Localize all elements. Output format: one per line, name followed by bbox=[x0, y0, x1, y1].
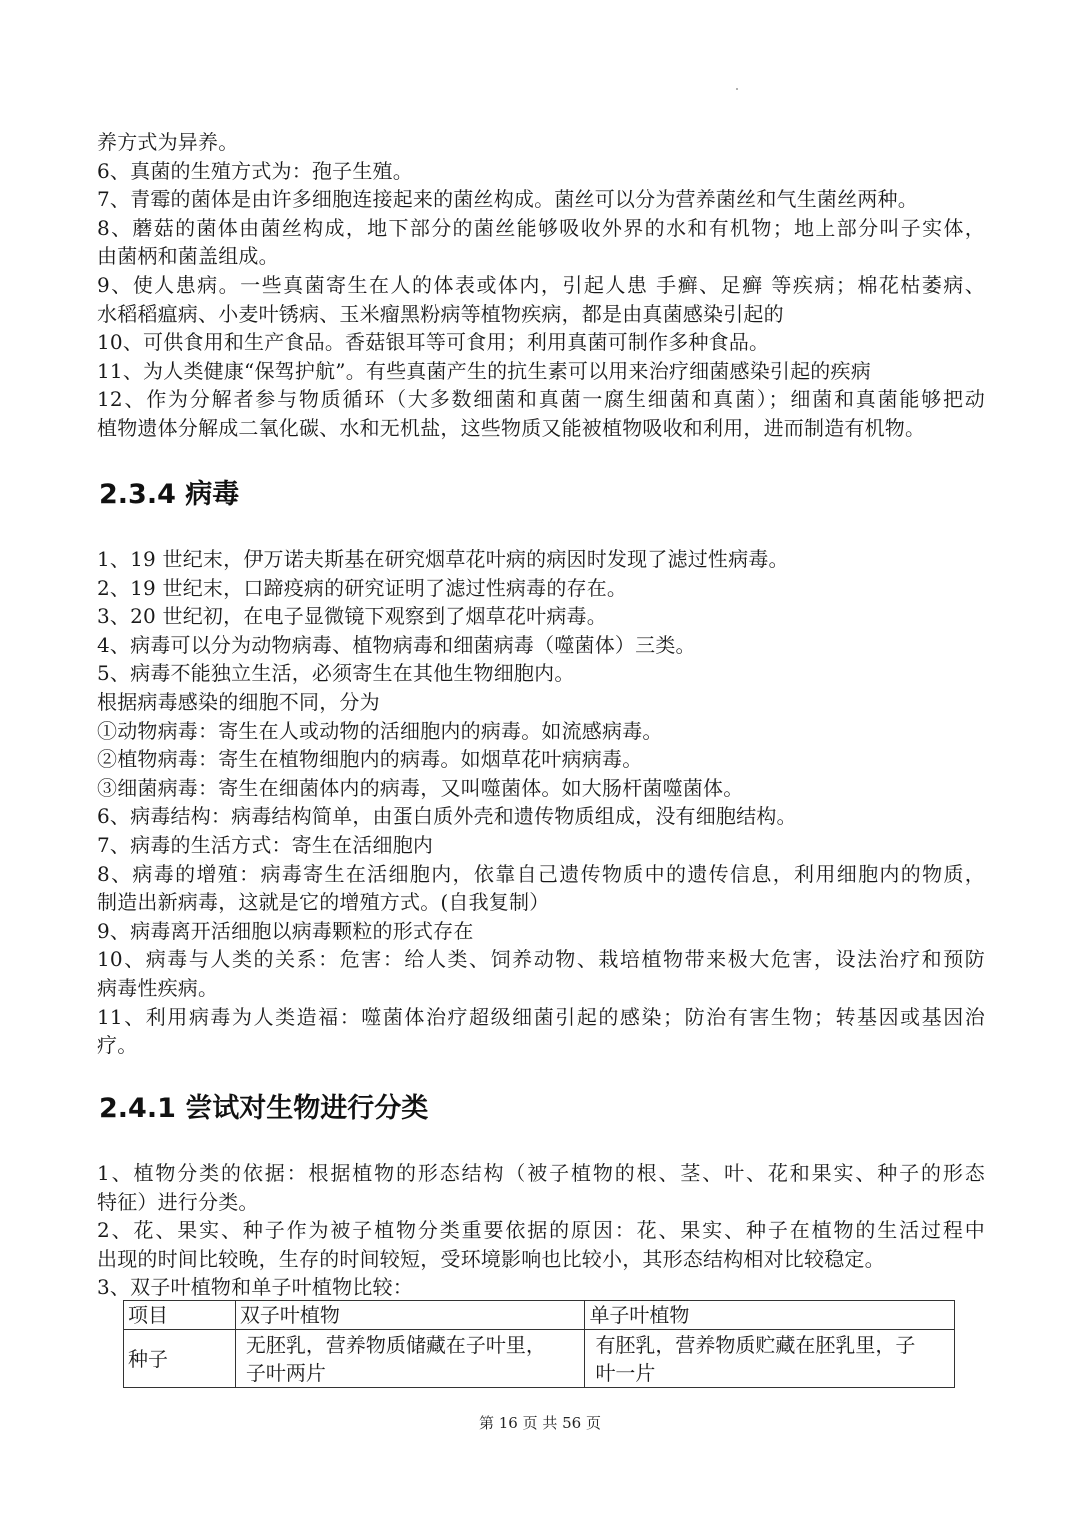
paragraph-line: 2、19 世纪末，口蹄疫病的研究证明了滤过性病毒的存在。 bbox=[97, 575, 628, 600]
cell-line: 子叶两片 bbox=[245, 1360, 326, 1385]
paragraph-line: 7、青霉的菌体是由许多细胞连接起来的菌丝构成。菌丝可以分为营养菌丝和气生菌丝两种。 bbox=[97, 187, 918, 212]
paragraph-line: 6、真菌的生殖方式为：孢子生殖。 bbox=[97, 158, 413, 183]
virus-section bbox=[97, 545, 985, 1060]
paragraph-line: 出现的时间比较晚，生存的时间较短，受环境影响也比较小，其形态结构相对比较稳定。 bbox=[97, 1246, 885, 1271]
fungi-section bbox=[97, 128, 985, 443]
paragraph-line: 5、病毒不能独立生活，必须寄生在其他生物细胞内。 bbox=[97, 661, 575, 686]
classify-section bbox=[97, 1159, 985, 1302]
table-header-cell: 双子叶植物 bbox=[235, 1301, 585, 1330]
paragraph-line: 7、病毒的生活方式：寄生在活细胞内 bbox=[97, 832, 434, 857]
paragraph-line: 6、病毒结构：病毒结构简单，由蛋白质外壳和遗传物质组成，没有细胞结构。 bbox=[97, 804, 797, 829]
paragraph-line: ①动物病毒：寄生在人或动物的活细胞内的病毒。如流感病毒。 bbox=[97, 718, 663, 743]
section-heading-classify: 2.4.1 尝试对生物进行分类 bbox=[99, 1093, 429, 1124]
paragraph-line: 1、植物分类的依据：根据植物的形态结构（被子植物的根、茎、叶、花和果实、种子的形态 bbox=[97, 1161, 985, 1185]
cell-line: 无胚乳，营养物质储藏在子叶里， bbox=[245, 1332, 546, 1357]
paragraph-line: 1、19 世纪末，伊万诺夫斯基在研究烟草花叶病的病因时发现了滤过性病毒。 bbox=[97, 547, 789, 571]
table-cell-item: 种子 bbox=[124, 1330, 236, 1388]
paragraph-line: 9、使人患病。一些真菌寄生在人的体表或体内，引起人患 手癣、足癣 等疾病；棉花枯萎病、 bbox=[97, 272, 985, 297]
paragraph-line: 疗。 bbox=[97, 1033, 138, 1058]
paragraph-line: 2、花、果实、种子作为被子植物分类重要依据的原因：花、果实、种子在植物的生活过程中 bbox=[97, 1218, 985, 1243]
paragraph-line: 制造出新病毒，这就是它的增殖方式。(自我复制） bbox=[97, 890, 550, 915]
paragraph-line: ②植物病毒：寄生在植物细胞内的病毒。如烟草花叶病病毒。 bbox=[97, 747, 643, 772]
paragraph-line: 病毒性疾病。 bbox=[97, 975, 219, 1000]
scan-dot bbox=[736, 88, 738, 90]
table-row bbox=[124, 1330, 955, 1388]
table-cell-monocot bbox=[585, 1330, 955, 1388]
section-heading-virus: 2.3.4 病毒 bbox=[99, 479, 240, 510]
table-cell-dicot bbox=[235, 1330, 585, 1388]
cell-line: 叶一片 bbox=[595, 1360, 656, 1385]
paragraph-line: 11、利用病毒为人类造福：噬菌体治疗超级细菌引起的感染；防治有害生物；转基因或基因治 bbox=[97, 1004, 985, 1029]
paragraph-line: ③细菌病毒：寄生在细菌体内的病毒，又叫噬菌体。如大肠杆菌噬菌体。 bbox=[97, 775, 744, 800]
paragraph-line: 10、病毒与人类的关系：危害：给人类、饲养动物、栽培植物带来极大危害，设法治疗和预防 bbox=[97, 947, 985, 972]
comparison-table bbox=[123, 1300, 955, 1388]
page-footer: 第 16 页 共 56 页 bbox=[478, 1414, 601, 1432]
cell-line: 有胚乳，营养物质贮藏在胚乳里，子 bbox=[595, 1332, 916, 1357]
paragraph-line: 9、病毒离开活细胞以病毒颗粒的形式存在 bbox=[97, 918, 474, 943]
paragraph-line: 水稻稻瘟病、小麦叶锈病、玉米瘤黑粉病等植物疾病，都是由真菌感染引起的 bbox=[97, 301, 784, 326]
paragraph-line: 养方式为异养。 bbox=[97, 130, 239, 154]
paragraph-line: 3、双子叶植物和单子叶植物比较： bbox=[97, 1275, 413, 1300]
paragraph-line: 由菌柄和菌盖组成。 bbox=[97, 244, 279, 269]
table-header-cell: 项目 bbox=[124, 1301, 236, 1330]
paragraph-line: 植物遗体分解成二氧化碳、水和无机盐，这些物质又能被植物吸收和利用，进而制造有机物。 bbox=[97, 415, 926, 440]
paragraph-line: 10、可供食用和生产食品。香菇银耳等可食用；利用真菌可制作多种食品。 bbox=[97, 330, 770, 355]
paragraph-line: 11、为人类健康“保驾护航”。有些真菌产生的抗生素可以用来治疗细菌感染引起的疾病 bbox=[97, 358, 871, 383]
paragraph-line: 4、病毒可以分为动物病毒、植物病毒和细菌病毒（噬菌体）三类。 bbox=[97, 632, 696, 657]
paragraph-line: 3、20 世纪初，在电子显微镜下观察到了烟草花叶病毒。 bbox=[97, 604, 607, 629]
table-header-row bbox=[124, 1301, 955, 1330]
paragraph-line: 特征）进行分类。 bbox=[97, 1189, 259, 1214]
paragraph-line: 8、病毒的增殖：病毒寄生在活细胞内，依靠自己遗传物质中的遗传信息，利用细胞内的物质， bbox=[97, 861, 985, 886]
paragraph-line: 12、作为分解者参与物质循环（大多数细菌和真菌一腐生细菌和真菌）；细菌和真菌能够把动 bbox=[97, 387, 985, 412]
table-header-cell: 单子叶植物 bbox=[585, 1301, 955, 1330]
paragraph-line: 8、蘑菇的菌体由菌丝构成，地下部分的菌丝能够吸收外界的水和有机物；地上部分叫子实体， bbox=[97, 215, 985, 240]
paragraph-line: 根据病毒感染的细胞不同，分为 bbox=[97, 689, 380, 714]
